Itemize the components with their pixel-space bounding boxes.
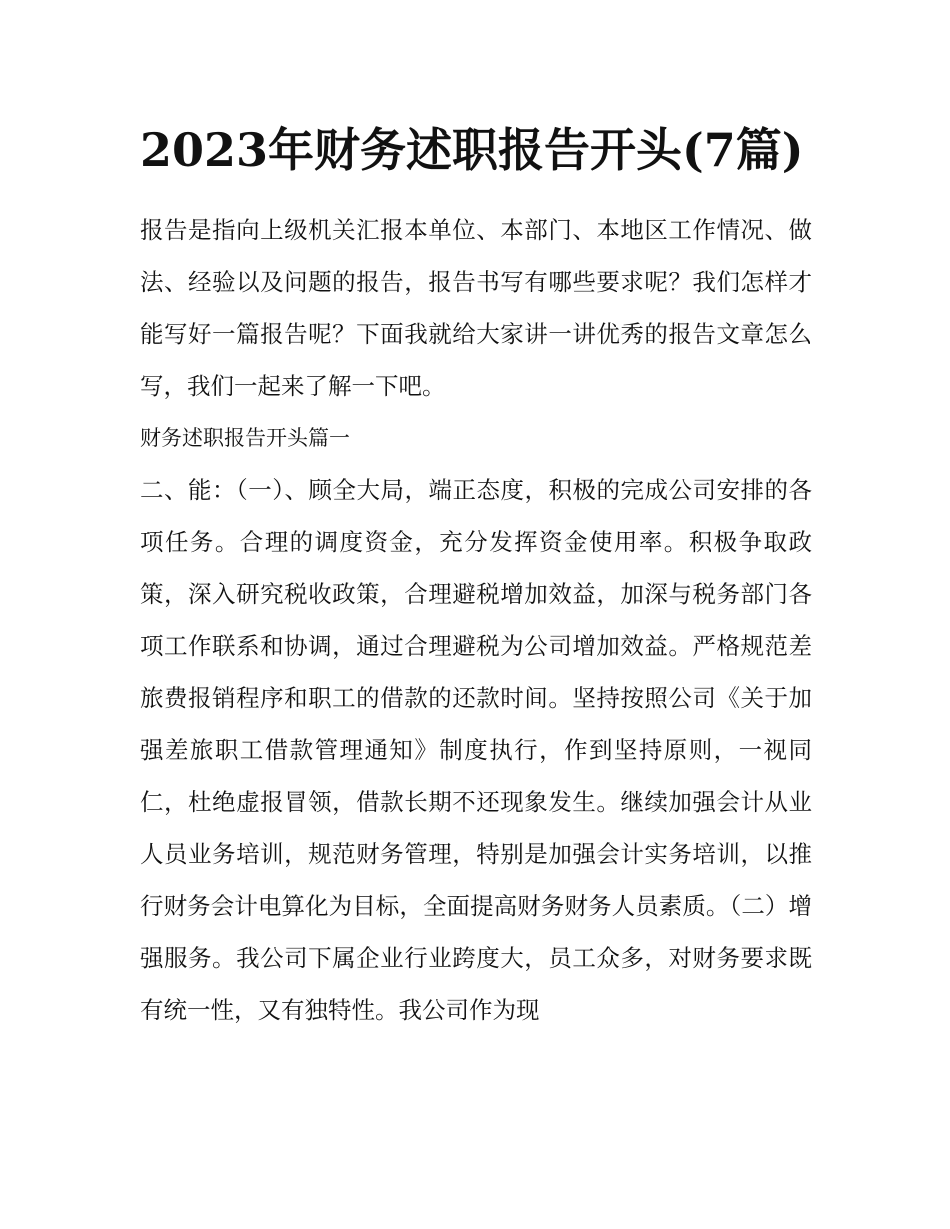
intro-paragraph: 报告是指向上级机关汇报本单位、本部门、本地区工作情况、做法、经验以及问题的报告，报告书写有哪些要求呢？我们怎样才能写好一篇报告呢？下面我就给大家讲一讲优秀的报告文章怎么写，我们一起来了解一下吧。 bbox=[140, 216, 812, 400]
document-title: 2023年财务述职报告开头(7篇) bbox=[140, 123, 804, 177]
document-content bbox=[140, 118, 812, 1036]
section-heading: 财务述职报告开头篇一 bbox=[140, 426, 350, 450]
body-paragraph: 二、能：（一）、顾全大局，端正态度，积极的完成公司安排的各项任务。合理的调度资金，充分发挥资金使用率。积极争取政策，深入研究税收政策，合理避税增加效益，加深与税务部门各项工作联系和协调，通过合理避税为公司增加效益。严格规范差旅费报销程序和职工的借款的还款时间。坚持按照公司《关于加强差旅职工借款管理通知》制度执行，作到坚持原则，一视同仁，杜绝虚报冒领，借款长期不还现象发生。继续加强会计从业人员业务培训，规范财务管理，特别是加强会计实务培训，以推行财务会计电算化为目标，全面提高财务财务人员素质。（二）增强服务。我公司下属企业行业跨度大，员工众多，对财务要求既有统一性，又有独特性。我公司作为现 bbox=[140, 476, 812, 1024]
